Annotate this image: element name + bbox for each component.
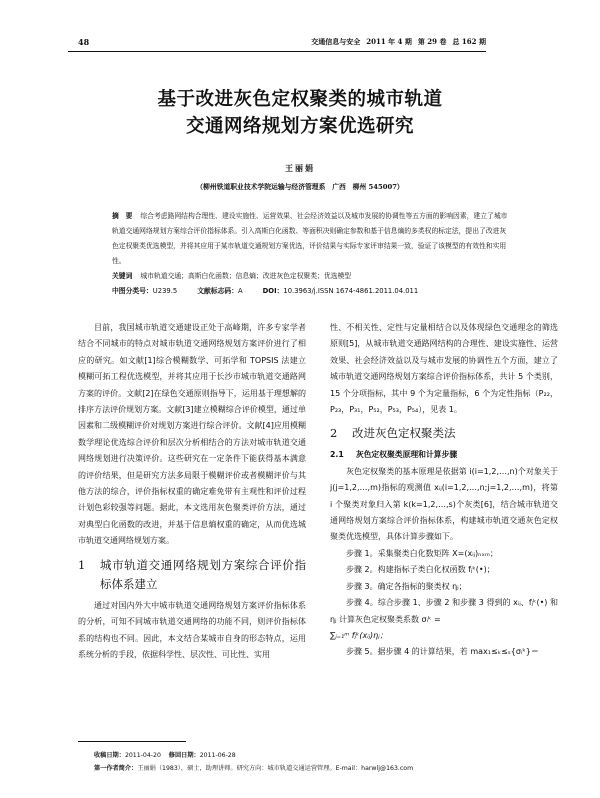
page-number: 48 bbox=[78, 37, 90, 47]
section-2-title: 改进灰色定权聚类法 bbox=[352, 426, 456, 441]
journal-info bbox=[311, 37, 486, 47]
step-3: 步骤 3。确定各指标的聚类权 ηⱼ； bbox=[346, 581, 467, 591]
subsection-2-1-heading bbox=[330, 447, 558, 463]
revised-date: 2011-06-28 bbox=[199, 752, 236, 759]
journal-name: 交通信息与安全 bbox=[311, 37, 361, 46]
section-1-title: 城市轨道交通网络规划方案综合评价指标体系建立 bbox=[100, 557, 306, 591]
keywords-text: 城市轨道交通；高斯白化函数；信息熵；改进灰色定权聚类；优选模型 bbox=[140, 272, 352, 280]
author-affiliation: （柳州铁道职业技术学院运输与经济管理系 广西 柳州 545007） bbox=[196, 183, 404, 191]
article-title bbox=[0, 86, 600, 140]
subsection-number: 2.1 bbox=[330, 450, 344, 460]
author-bio: 第一作者简介：王丽娟（1983），硕士，助理讲师。研究方向：城市轨道交通运营管理。E-mail：harwlj@163.com bbox=[94, 765, 414, 772]
step-4-formula: ∑ⱼ₌₁ᵐ fⱼᵏ(xᵢⱼ)ηⱼ； bbox=[330, 630, 388, 640]
title-line-1: 基于改进灰色定权聚类的城市轨道 bbox=[157, 89, 443, 110]
section-1-heading bbox=[78, 556, 306, 594]
author-name: 王丽娟 bbox=[285, 163, 315, 173]
dates-row: 收稿日期：2011-04-20 修回日期：2011-06-28 bbox=[94, 752, 236, 759]
abstract-text: 综合考虑路网结构合理性、建设实施性、运营效果、社会经济效益以及城市发展的协调性等五方面的影响因素，建立了城市轨道交通网络规划方案综合评价指标体系。引入高斯白化函数、等面积决则确定参数和基于信息熵的多类权的标定法，提出了改进灰色定权聚类优选模型，并将其应用于某市轨道交通规划方案优选，评价结果与实际专家评审结果一致，验证了该模型的有效性和实用性。 bbox=[112, 212, 508, 265]
section-2-heading bbox=[330, 424, 558, 443]
abstract bbox=[112, 209, 510, 269]
received-date: 2011-04-20 bbox=[124, 752, 161, 759]
footnotes bbox=[94, 749, 514, 775]
document-code: 文献标志码：A bbox=[197, 287, 243, 295]
journal-total-issue: 总 162 期 bbox=[452, 37, 486, 46]
intro-paragraph: 目前，我国城市轨道交通建设正处于高峰期，许多专家学者结合不同城市的特点对城市轨道交通网络规划方案评价进行了相应的研究。如文献[1]综合模糊数学、可拓学和 TOPSIS 法建立模糊可拓工程优选模型，并将其应用于长沙市城市轨道交通路网方案的评价。文献[2]在绿色交通原则指导下，运用基于理想解的排序方法评价规划方案。文献[3]建立模糊综合评价模型，通过单因素和二级模糊评价对规划方案进行综合评价。文献[4]应用模糊数学理论优选综合评价和层次分析相结合的方法对城市轨道交通网络规划进行决策评价。这些研究在一定条件下能获得基本满意的评价结果，但是研究方法多局限于模糊评价或者模糊评价与其他方法的综合，评价指标权重的确定难免带有主观性和评价过程计划色彩较强等问题。据此，本文选用灰色聚类评价方法，通过对典型白化函数的改进，并基于信息熵权重的确定，从而优选城市轨道交通网络规划方案。 bbox=[78, 323, 306, 546]
step-1: 步骤 1。采集聚类白化数矩阵 X=(xᵢⱼ)ₙₓₘ； bbox=[346, 548, 498, 558]
principle-paragraph: 灰色定权聚类的基本原理是依据第 i(i=1,2,…,n)个对象关于 j(j=1,2,…,m)指标的观测值 xᵢⱼ(i=1,2,…,n;j=1,2,…,m)，将第 i 个聚类对象归入第 k(k=1,2,…,s)个灰类[6]，结合城市轨道交通网络规划方案综合评价指标体系，构建城市轨道交通灰色定权聚类优选模型，具体计算步骤如下。 bbox=[330, 466, 558, 542]
keywords-label: 关键词 bbox=[112, 272, 133, 280]
abstract-label: 摘 要 bbox=[112, 212, 133, 220]
title-line-2: 交通网络规划方案优选研究 bbox=[185, 116, 414, 137]
header-divider bbox=[68, 51, 486, 52]
step-2: 步骤 2。构建指标子类白化权函数 fⱼᵏ(•)； bbox=[346, 565, 495, 575]
step-5: 步骤 5。据步骤 4 的计算结果，若 max₁≤ₖ≤ₛ{σᵢᵏ}＝ bbox=[346, 647, 539, 657]
clc-number: 中图分类号：U239.5 bbox=[112, 287, 178, 295]
classification-row bbox=[112, 284, 510, 299]
abstract-block bbox=[112, 209, 510, 299]
body-column-right bbox=[330, 320, 558, 661]
subsection-title: 灰色定权聚类原理和计算步骤 bbox=[355, 450, 458, 460]
page-header bbox=[78, 35, 486, 49]
footnote-divider bbox=[78, 741, 186, 742]
section-2-number: 2 bbox=[330, 426, 338, 441]
journal-volume: 第 29 卷 bbox=[417, 37, 447, 46]
body-column-left bbox=[78, 320, 306, 663]
section-1-number: 1 bbox=[78, 557, 86, 572]
section-1-paragraph: 通过对国内外大中城市轨道交通网络规划方案评价指标体系的分析，可知不同城市轨道交通网络的功能不同，则评价指标体系的结构也不同。因此，本文结合某城市自身的形态特点，运用系统分析的手段，依据科学性、层次性、可比性、实用 bbox=[78, 600, 306, 659]
step-4: 步骤 4。综合步骤 1、步骤 2 和步骤 3 得到的 xᵢⱼ、fⱼᵏ(•) 和 ηⱼ 计算灰色定权聚类系数 σᵢᵏ = bbox=[330, 598, 558, 624]
doi: DOI：10.3963/j.ISSN 1674-4861.2011.04.011 bbox=[262, 287, 419, 295]
continued-paragraph: 性、不相关性、定性与定量相结合以及体现绿色交通理念的筛选原则[5]，从城市轨道交通路网结构的合理性、建设实施性、运营效果、社会经济效益以及与城市发展的协调性五个方面，建立了城市轨道交通网络规划方案综合评价指标体系，共计 5 个类别，15 个分项指标，其中 9 个为定量指标，6 个为定性指标（P₂₂，P₂₃，P₃₁，P₅₂，P₅₃，P₅₄），见表 1。 bbox=[330, 323, 558, 415]
keywords bbox=[112, 269, 510, 284]
journal-issue: 2011 年 4 期 bbox=[366, 37, 412, 46]
